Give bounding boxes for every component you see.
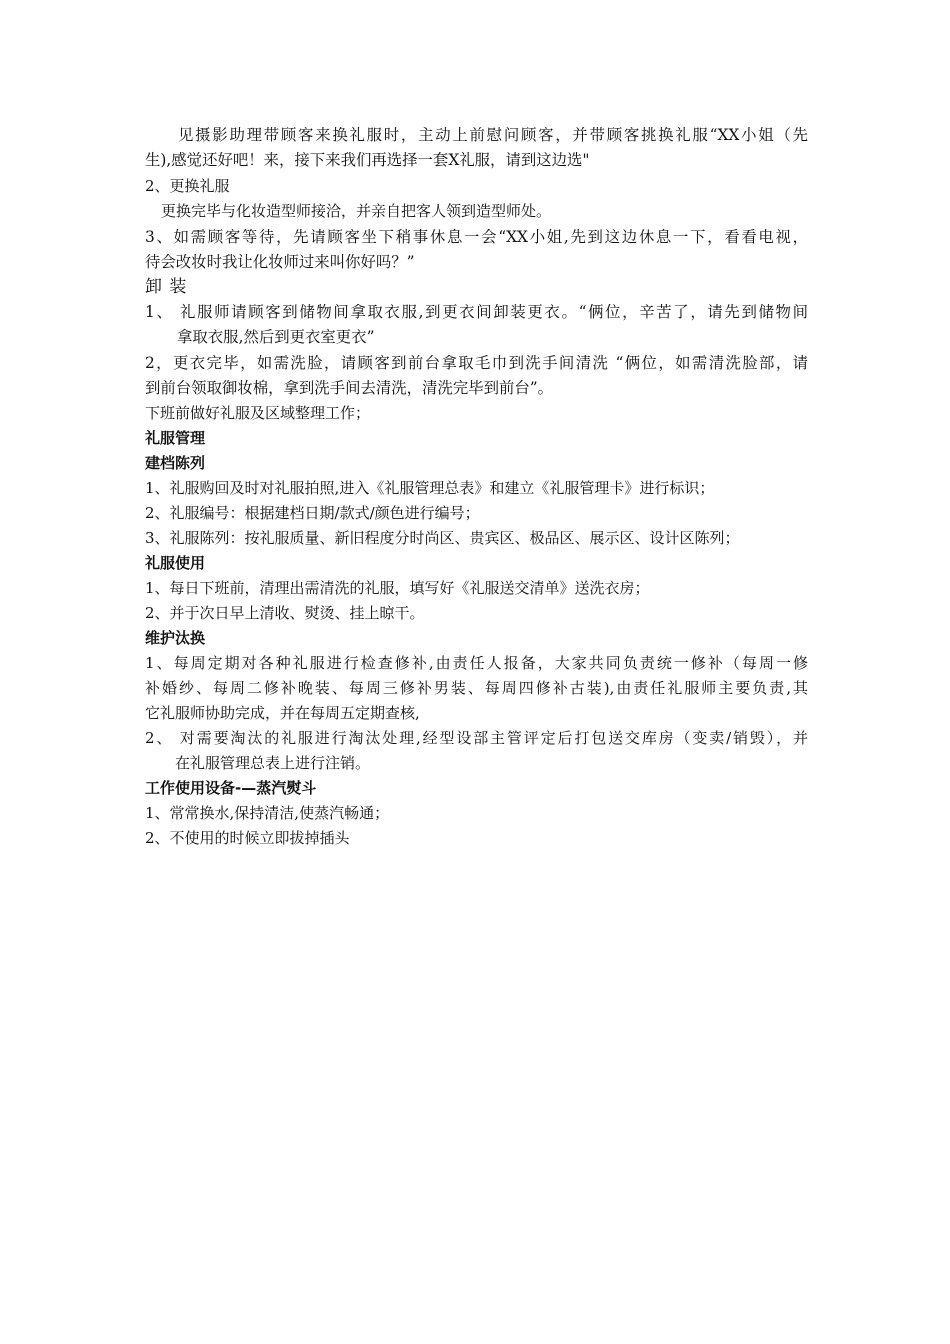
heading-dress-management: 礼服管理	[145, 429, 206, 447]
heading-maintenance: 维护汰换	[145, 629, 206, 647]
paragraph-closing: 下班前做好礼服及区域整理工作；	[145, 404, 371, 422]
maintenance-item-1-line-1: 1、每周定期对各种礼服进行检查修补,由责任人报备，大家共同负责统一修补（每周一修	[145, 654, 808, 672]
maintenance-item-2-line-1: 2、 对需要淘汰的礼服进行淘汰处理,经型设部主管评定后打包送交库房（变卖/销毁），并	[145, 729, 808, 747]
heading-equipment: 工作使用设备-—蒸汽熨斗	[145, 779, 317, 797]
paragraph-unload-2-line-1: 2，更衣完毕，如需洗脸，请顾客到前台拿取毛巾到洗手间清洗 “俩位，如需清洗脸部，请	[145, 354, 808, 372]
archive-item-3: 3、礼服陈列：按礼服质量、新旧程度分时尚区、贵宾区、极品区、展示区、设计区陈列；	[145, 529, 740, 547]
step-heading-change-dress: 2、更换礼服	[145, 177, 230, 195]
paragraph-intro-line-2: 生),感觉还好吧！来，接下来我们再选择一套X礼服，请到这边选"	[145, 151, 590, 169]
paragraph-wait-line-1: 3、如需顾客等待，先请顾客坐下稍事休息一会“XX小姐,先到这边休息一下，看看电视，	[145, 228, 808, 246]
paragraph-unload-1-line-2: 拿取衣服,然后到更衣室更衣”	[177, 328, 375, 346]
paragraph-change-dress: 更换完毕与化妆造型师接洽，并亲自把客人领到造型师处。	[161, 202, 552, 220]
usage-item-2: 2、并于次日早上清收、熨烫、挂上晾干。	[145, 604, 425, 622]
heading-dress-usage: 礼服使用	[145, 554, 206, 572]
archive-item-2: 2、礼服编号：根据建档日期/款式/颜色进行编号；	[145, 504, 480, 522]
usage-item-1: 1、每日下班前，清理出需清洗的礼服，填写好《礼服送交清单》送洗衣房；	[145, 579, 650, 597]
paragraph-unload-2-line-2: 到前台领取御妆棉，拿到洗手间去清洗，清洗完毕到前台”。	[145, 379, 554, 397]
paragraph-wait-line-2: 待会改妆时我让化妆师过来叫你好吗？”	[145, 253, 415, 271]
maintenance-item-1-line-2: 补婚纱、每周二修补晚装、每周三修补男装、每周四修补古装),由责任礼服师主要负责,其	[145, 679, 808, 697]
heading-archive-display: 建档陈列	[145, 454, 206, 472]
maintenance-item-2-line-2: 在礼服管理总表上进行注销。	[175, 754, 371, 772]
equipment-item-1: 1、常常换水,保持清洁,使蒸汽畅通；	[145, 804, 390, 822]
maintenance-item-1-line-3: 它礼服师协助完成，并在每周五定期查核,	[145, 704, 420, 722]
archive-item-1: 1、礼服购回及时对礼服拍照,进入《礼服管理总表》和建立《礼服管理卡》进行标识；	[145, 479, 715, 497]
equipment-item-2: 2、不使用的时候立即拔掉插头	[145, 829, 350, 847]
paragraph-unload-1-line-1: 1、 礼服师请顾客到储物间拿取衣服,到更衣间卸装更衣。“俩位，辛苦了，请先到储物间	[145, 303, 808, 321]
section-heading-unload: 卸 装	[145, 277, 188, 297]
paragraph-intro-line-1: 见摄影助理带顾客来换礼服时，主动上前慰问顾客，并带顾客挑换礼服“XX小姐（先	[178, 126, 808, 144]
